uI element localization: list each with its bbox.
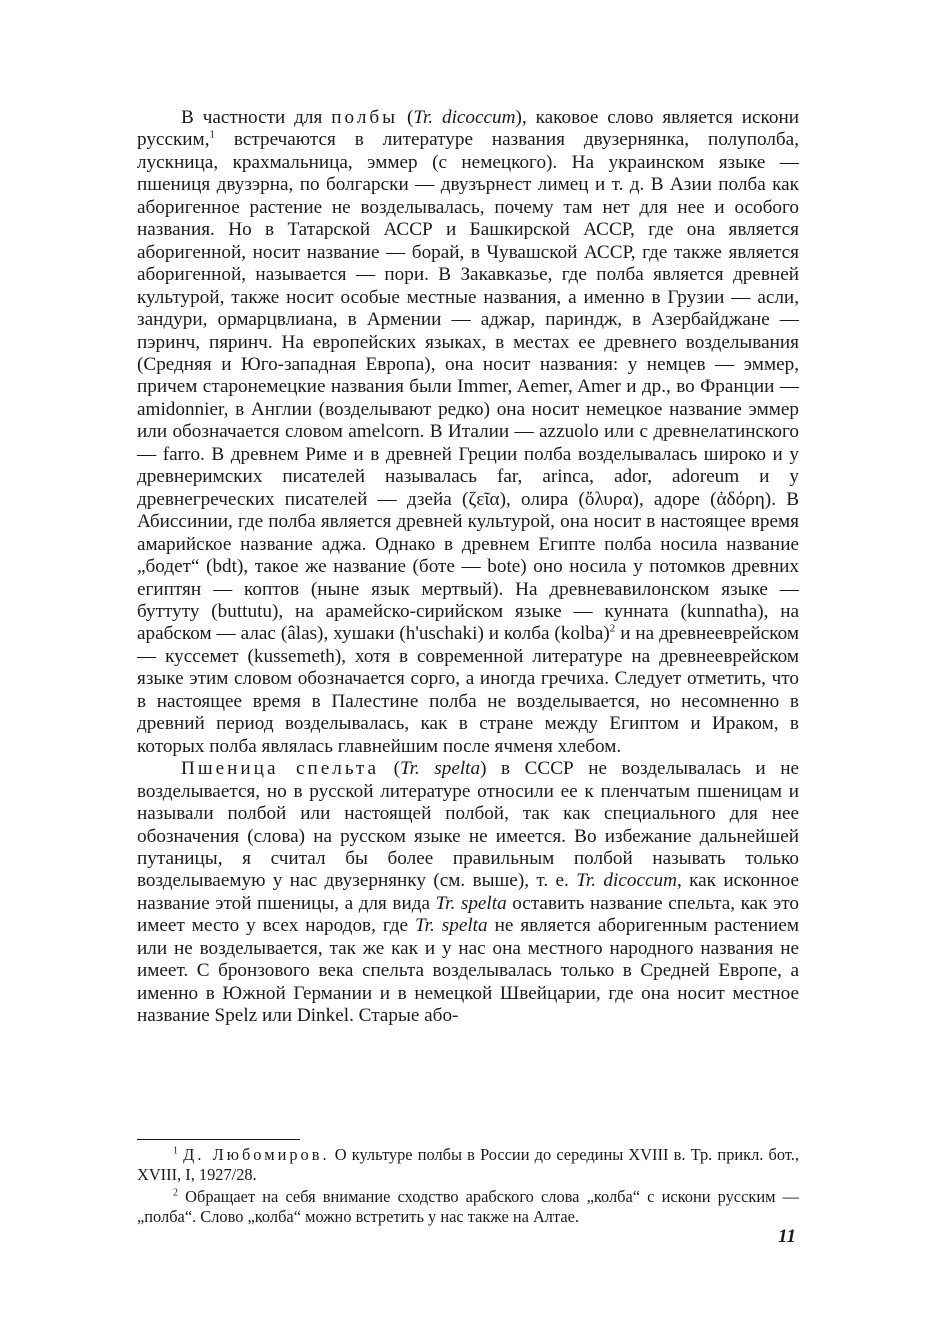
latin-name: Tr. spelta: [435, 892, 507, 914]
latin-name: Tr. dicoccum: [413, 107, 516, 128]
paragraph-spelta: Пшеница спельта (Tr. spelta) в СССР не возделывалась и не возделывается, но в русской литературе относили ее к пленчатым пшеницам и называли полбой или настоящей полбой, так как специального для нее обозначения (слова) на русском языке не имеется. Во избежание дальнейшей путаницы, я считал бы более правильным полбой называть только возделываемую у нас двузернянку (см. выше), т. е. Tr. dicoccum, как исконное название этой пшеницы, а для вида Tr. spelta оставить название спельта, как это имеет место у всех народов, где Tr. spelta не является аборигенным растением или не возделывается, так же как и у нас она местного народного названия не имеет. С бронзового века спельта возделывалась только в Средней Европе, а именно в Южной Германии и в немецкой Швейцарии, где она носит местное название Spelz или Dinkel. Старые або-: [137, 758, 800, 1027]
footnote-ref-2: 2: [609, 623, 616, 636]
footnote-ref-1: 1: [209, 129, 215, 142]
spaced-term: Пшеница спельта: [181, 758, 380, 780]
paragraph-polba: В частности для полбы (Tr. dicoccum), каковое слово является искони русским,$^1$ встречаются в литературе названия двузернянка, полуполба, лускница, крахмальница, эммер (с немецкого). На украинском языке — пшениця двузэрна, по болгарски — двузърнест лимец и т. д. В Азии полба как аборигенное растение не возделывалась, почему там нет для нее и особого названия. Но в Татарской АССР и Башкирской АССР, где она является аборигенной, носит название — борай, в Чувашской АССР, где также является аборигенной, называется — пори. В Закавказье, где полба является древней культурой, также носит особые местные названия, а именно в Грузии — асли, зандури, ормарцвлиана, в Армении — аджар, париндж, в Азербайджане — пэринч, пяринч. На европейских языках, в местах ее древнего возделывания (Средняя и Юго-западная Европа), она носит названия: у немцев — эммер, причем старонемецкие названия были Immer, Aemer, Amer и др., во Франции — amidonnier, в Англии (возделывают редко) она носит немецкое название эммер или обозначается словом amelcorn. В Италии — azzuolo или с древнелатинского — farro. В древнем Риме и в древней Греции полба возделывалась широко и у древнеримских писателей называлась far, arinca, ador, adoreum и у древнегреческих писателей — дзейа (ζεῖα), олира (ὄλυρα), адоре (ἀδόρη). В Абиссинии, где полба является древней культурой, она носит в настоящее время амарийское название аджа. Однако в древнем Египте полба носила название „бодет“ (bdt), такое же название (боте — bote) оно носила у потомков древних египтян — коптов (ныне язык мертвый). На древневавилонском языке — буттуту (buttutu), на арамейско-сирийском языке — кунната (kunnatha), на арабском — алас (âlas), хушаки (h'uschaki) и колба (kolba)$^2$ и на древнееврейском — куссемет (kussemeth), хотя в современной литературе на древнееврейском языке этим словом обозначается сорго, а иногда гречиха. Следует отметить, что в настоящее время в Палестине полба не возделывается, но несомненно в древний период возделывалась, как в стране между Египтом и Ираком, в которых полба являлась главнейшим после ячменя хлебом.: [137, 107, 799, 757]
author-name: Д. Любомиров.: [183, 1145, 330, 1164]
footnote-divider: [137, 1139, 300, 1140]
page-number: 11: [778, 1226, 796, 1247]
latin-name: Tr. spelta: [415, 915, 488, 937]
footnote-2: $^2$ Обращает на себя внимание сходство арабского слова „колба“ с искони русским — „полба“. Слово „колба“ можно встретить у нас также на Алтае.: [137, 1187, 799, 1226]
main-text: [137, 107, 799, 1028]
latin-name: Tr. spelta: [399, 758, 481, 780]
latin-name: Tr. dicoccum: [576, 870, 677, 892]
spaced-term: полбы: [331, 107, 399, 128]
footnote-1: $^1$ Д. Любомиров. О культуре полбы в России до середины XVIII в. Тр. прикл. бот., XVIII, I, 1927/28.: [137, 1145, 800, 1184]
footnotes: [137, 1145, 799, 1226]
